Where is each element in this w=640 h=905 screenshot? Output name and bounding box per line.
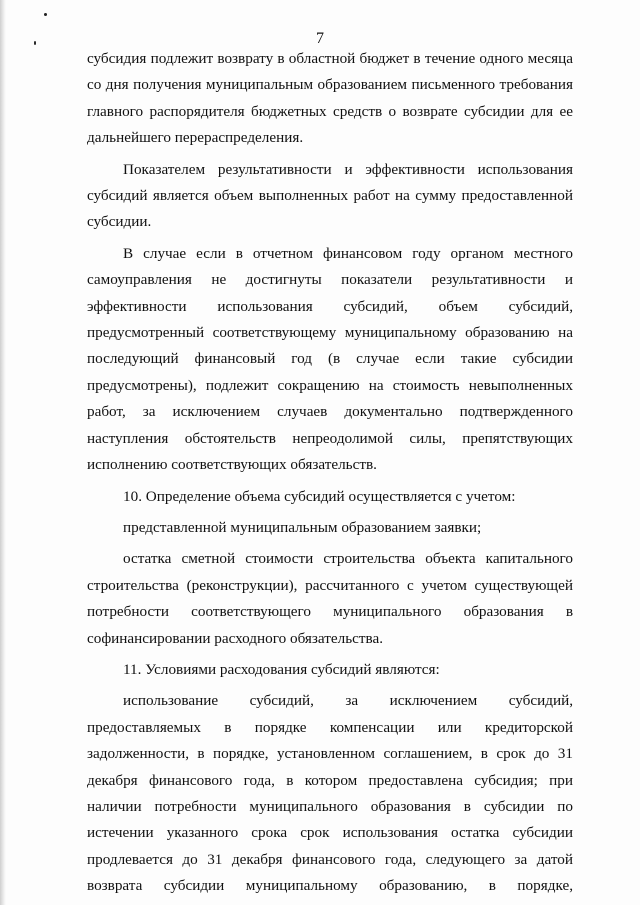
paragraph-usage-conditions: использование субсидий, за исключением субсидий, предоставляемых в порядке компенсации или кредиторской задолженности, в порядке, установленном соглашением, в срок до 31 декабря финансового года, в котором предоставлена субсидия; при наличии потребности муниципального образования в субсидии по истечении указанного срока срок использования остатка субсидии продлевается до 31 декабря финансового года, следующего за датой возврата субсидии муниципальному образованию, в порядке, xyxy=(87,692,573,895)
page-number: 7 xyxy=(316,30,324,47)
scan-edge-shadow xyxy=(0,0,6,905)
paragraph-reduction-case: В случае если в отчетном финансовом году органом местного самоуправления не достигнуты показатели результативности и эффективности использования субсидий, объем субсидий, предусмотренный соответствующему муниципальному образованию на последующий финансовый год (в случае если такие субсидии предусмотрены), подлежит сокращению на стоимость невыполненных работ, за исключением случаев документально подтвержденного наступления обстоятельств непреодолимой силы, препятствующих исполнению соответствующих обязательств. xyxy=(87,244,573,474)
paragraph-application: представленной муниципальным образованием заявки; xyxy=(123,518,482,536)
paragraph-return-of-subsidy: субсидия подлежит возврату в областной бюджет в течение одного месяца со дня получения муниципальным образованием письменного требования главного распорядителя бюджетных средств о возврате субсидии для ее дальнейшего перераспределения. xyxy=(87,50,573,147)
paragraph-10-heading: 10. Определение объема субсидий осуществляется с учетом: xyxy=(123,487,516,505)
document-body xyxy=(87,46,573,900)
paragraph-estimate-remainder: остатка сметной стоимости строительства объекта капитального строительства (реконструкции), рассчитанного с учетом существующей потребности соответствующего муниципального образования в софинансировании расходного обязательства. xyxy=(87,550,573,647)
paragraph-performance-indicator: Показателем результативности и эффективности использования субсидий является объем выполненных работ на сумму предоставленной субсидии. xyxy=(87,160,573,231)
scan-speck xyxy=(44,13,47,16)
paragraph-11-heading: 11. Условиями расходования субсидий являются: xyxy=(123,660,440,678)
